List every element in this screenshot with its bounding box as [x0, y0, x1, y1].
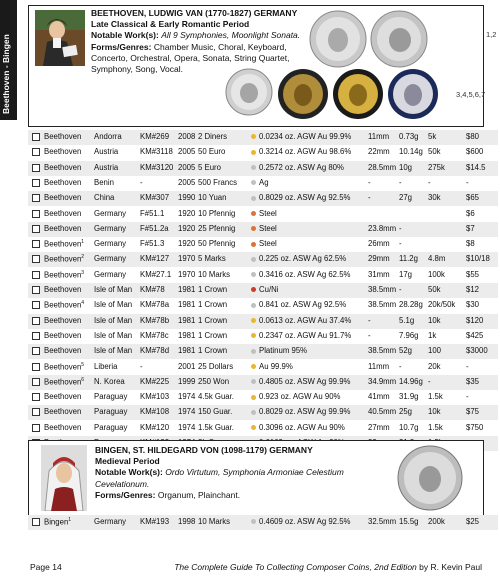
bingen-genres: Forms/Genres: Organum, Plainchant. [95, 489, 241, 500]
cell-denom: 2 Diners [198, 132, 228, 141]
cell-price: $425 [466, 330, 484, 340]
cell-denom: 1 Crown [198, 285, 228, 294]
cell-name: Beethoven [44, 223, 82, 233]
cell-metal: 0.4805 oz. ASW Ag 99.9% [251, 377, 350, 386]
cell-year: 1970 [178, 269, 196, 279]
cell-km: F#51.3 [140, 239, 165, 249]
table-row [28, 515, 498, 530]
cell-name: Beethoven [44, 177, 82, 187]
cell-country: Paraguay [94, 422, 128, 432]
cell-price: $14.5 [466, 162, 486, 172]
cell-km: KM#78 [140, 285, 165, 294]
metal-dot-icon [251, 303, 256, 308]
checkbox[interactable] [32, 286, 40, 294]
metal-dot-icon [251, 333, 256, 338]
table-row [28, 222, 498, 237]
cell-metal: 0.2572 oz. ASW Ag 80% [251, 163, 344, 172]
cell-denom: 1 Crown [198, 330, 228, 340]
cell-mint: 30k [428, 193, 441, 203]
cell-km: KM#27.1 [140, 269, 172, 279]
cell-metal: 0.841 oz. ASW Ag 92.5% [251, 300, 346, 309]
cell-price: $6 [466, 208, 475, 218]
cell-size: 22mm [368, 147, 390, 157]
cell-year: 1999 [178, 376, 196, 386]
coin-image-6 [387, 68, 439, 120]
checkbox[interactable] [32, 363, 40, 371]
cell-metal: 0.3416 oz. ASW Ag 62.5% [251, 270, 350, 279]
cell-price: $75 [466, 407, 480, 417]
cell-metal: Au 99.9% [251, 362, 293, 371]
side-tab-label: Beethoven - Bingen [1, 34, 11, 114]
cell-year: 1981 [178, 346, 196, 356]
table-row [28, 176, 498, 191]
cell-name: Beethoven$^4$ [44, 300, 85, 310]
cell-country: Isle of Man [94, 285, 133, 294]
cell-year: 2005 [178, 177, 196, 187]
cell-country: Isle of Man [94, 330, 133, 340]
cell-mint: 20k [428, 361, 441, 371]
cell-price: $55 [466, 269, 480, 279]
cell-price: $35 [466, 376, 480, 386]
table-row [28, 252, 498, 267]
cell-size: 29mm [368, 254, 390, 264]
footer-title: The Complete Guide To Collecting Composer Coins, 2nd Edition by R. Kevin Paul [174, 562, 482, 572]
table-row [28, 390, 498, 405]
checkbox[interactable] [32, 301, 40, 309]
bingen-works: Notable Work(s): Ordo Virtutum, Symphonia Armoniae Celestium Cevelationum. [95, 467, 344, 489]
checkbox[interactable] [32, 164, 40, 172]
cell-metal: 0.923 oz. AGW Au 90% [251, 392, 340, 401]
cell-km: KM#78a [140, 300, 170, 310]
bingen-coin-image [397, 445, 463, 511]
metal-dot-icon [251, 180, 256, 185]
metal-dot-icon [251, 211, 256, 216]
cell-metal: 0.8029 oz. ASW Ag 92.5% [251, 193, 350, 202]
cell-name: Beethoven [44, 162, 82, 172]
cell-year: 2001 [178, 361, 196, 371]
cell-country: Germany [94, 269, 127, 279]
bingen-portrait [41, 445, 87, 511]
cell-km: KM#269 [140, 132, 170, 141]
side-tab [0, 0, 17, 120]
cell-year: 1920 [178, 239, 196, 249]
cell-size: 41mm [368, 392, 390, 402]
beethoven-period: Late Classical & Early Romantic Period [91, 19, 250, 30]
cell-metal: 0.0613 oz. AGW Au 37.4% [251, 316, 351, 325]
beethoven-portrait [35, 10, 85, 66]
checkbox[interactable] [32, 225, 40, 233]
cell-name: Beethoven$^1$ [44, 239, 85, 249]
coin-image-3 [225, 68, 273, 116]
cell-size: 31mm [368, 269, 390, 279]
checkbox[interactable] [32, 148, 40, 156]
cell-country: Paraguay [94, 407, 128, 417]
cell-country: Benin [94, 177, 114, 187]
beethoven-card [28, 5, 484, 127]
cell-year: 1981 [178, 315, 196, 325]
cell-price: $25 [466, 517, 480, 526]
cell-denom: 1 Crown [198, 346, 228, 356]
metal-dot-icon [251, 242, 256, 247]
checkbox[interactable] [32, 332, 40, 340]
cell-size: 38.5mm [368, 300, 397, 310]
cell-name: Beethoven [44, 346, 82, 356]
checkbox[interactable] [32, 255, 40, 263]
cell-size: 23.8mm [368, 223, 397, 233]
cell-country: Isle of Man [94, 346, 133, 356]
cell-km: F#51.2a [140, 223, 169, 233]
table-row [28, 130, 498, 145]
cell-weight: - [399, 177, 402, 187]
cell-country: Germany [94, 517, 127, 526]
cell-size: 32.5mm [368, 517, 397, 526]
metal-dot-icon [251, 226, 256, 231]
cell-size: 28.5mm [368, 162, 397, 172]
checkbox[interactable] [32, 518, 40, 526]
cell-km: - [140, 361, 143, 371]
cell-mint: - [428, 376, 431, 386]
cell-km: F#51.1 [140, 208, 165, 218]
cell-country: Paraguay [94, 392, 128, 402]
table-row [28, 191, 498, 206]
checkbox[interactable] [32, 133, 40, 141]
cell-name: Beethoven [44, 315, 82, 325]
cell-km: KM#78c [140, 330, 169, 340]
cell-name: Beethoven$^2$ [44, 254, 85, 264]
cell-year: 1998 [178, 517, 196, 526]
cell-weight: 10g [399, 162, 413, 172]
table-row [28, 145, 498, 160]
cell-denom: 1 Crown [198, 300, 228, 310]
cell-price: - [466, 392, 469, 402]
checkbox[interactable] [32, 271, 40, 279]
cell-weight: 14.96g [399, 376, 423, 386]
cell-country: N. Korea [94, 376, 125, 386]
cell-weight: - [399, 223, 402, 233]
cell-weight: 7.96g [399, 330, 419, 340]
cell-km: KM#225 [140, 376, 170, 386]
cell-size: 26mm [368, 239, 390, 249]
table-row [28, 421, 498, 436]
cell-price: $12 [466, 285, 480, 294]
cell-name: Beethoven [44, 208, 82, 218]
cell-mint: 275k [428, 162, 445, 172]
cell-km: KM#78d [140, 346, 170, 356]
table-row [28, 298, 498, 313]
checkbox[interactable] [32, 347, 40, 355]
cell-denom: 25 Pfennig [198, 223, 236, 233]
cell-denom: 10 Marks [198, 269, 231, 279]
coin-image-5 [332, 68, 384, 120]
cell-name: Bingen$^1$ [44, 517, 72, 527]
checkbox[interactable] [32, 179, 40, 187]
cell-km: - [140, 177, 143, 187]
cell-name: Beethoven$^6$ [44, 376, 85, 387]
cell-weight: 0.73g [399, 132, 419, 141]
bingen-info [95, 445, 395, 501]
table-row [28, 360, 498, 375]
cell-weight: 15.5g [399, 517, 419, 526]
cell-name: Beethoven [44, 330, 82, 340]
metal-dot-icon [251, 134, 256, 139]
table-row [28, 283, 498, 298]
cell-denom: 50 Euro [198, 147, 226, 157]
cell-denom: 1.5k Guar. [198, 422, 234, 432]
checkbox[interactable] [32, 240, 40, 248]
metal-dot-icon [251, 257, 256, 262]
metal-dot-icon [251, 379, 256, 384]
metal-dot-icon [251, 410, 256, 415]
cell-weight: - [399, 285, 402, 294]
cell-price: $8 [466, 239, 475, 249]
table-row [28, 405, 498, 420]
cell-price: - [466, 177, 469, 187]
bingen-card [28, 440, 484, 517]
cell-country: Germany [94, 208, 127, 218]
table-row [28, 344, 498, 359]
cell-weight: 27g [399, 193, 413, 203]
checkbox[interactable] [32, 408, 40, 416]
cell-price: $30 [466, 300, 480, 310]
cell-size: - [368, 193, 371, 203]
cell-denom: 5 Euro [198, 162, 221, 172]
cell-year: 1990 [178, 193, 196, 203]
cell-mint: - [428, 177, 431, 187]
cell-country: Austria [94, 162, 119, 172]
cell-mint: 10k [428, 315, 441, 325]
cell-name: Beethoven [44, 392, 82, 402]
metal-dot-icon [251, 519, 256, 524]
table-row [28, 329, 498, 344]
cell-denom: 4.5k Guar. [198, 392, 234, 402]
cell-year: 1981 [178, 300, 196, 310]
cell-mint: 20k/50k [428, 300, 456, 310]
checkbox[interactable] [32, 194, 40, 202]
cell-weight: - [399, 239, 402, 249]
table-row [28, 375, 498, 390]
cell-country: Liberia [94, 361, 118, 371]
page-number: Page 14 [30, 562, 62, 572]
cell-name: Beethoven [44, 193, 82, 203]
cell-name: Beethoven$^5$ [44, 361, 85, 372]
metal-dot-icon [251, 425, 256, 430]
beethoven-info [91, 8, 301, 75]
cell-km: KM#307 [140, 193, 170, 203]
coin-group-label-bottom: 3,4,5,6,7 [456, 90, 486, 99]
cell-denom: 500 Francs [198, 177, 238, 187]
cell-metal: Cu/Ni [251, 285, 279, 294]
cell-weight: 10.7g [399, 422, 419, 432]
cell-year: 1970 [178, 254, 196, 264]
metal-dot-icon [251, 196, 256, 201]
bingen-period: Medieval Period [95, 456, 160, 467]
coin-group-label-top: 1,2 [486, 30, 497, 39]
cell-weight: 28.28g [399, 300, 423, 310]
cell-size: 34.9mm [368, 376, 397, 386]
cell-denom: 10 Yuan [198, 193, 227, 203]
cell-size: 27mm [368, 422, 390, 432]
table-row [28, 314, 498, 329]
cell-weight: 17g [399, 269, 413, 279]
cell-metal: 0.8029 oz. ASW Ag 99.9% [251, 407, 350, 416]
cell-denom: 50 Pfennig [198, 239, 236, 249]
cell-km: KM#127 [140, 254, 170, 264]
cell-denom: 10 Pfennig [198, 208, 236, 218]
cell-price: $600 [466, 147, 484, 157]
cell-size: 40.5mm [368, 407, 397, 417]
cell-km: KM#108 [140, 407, 170, 417]
cell-metal: 0.3214 oz. AGW Au 98.6% [251, 147, 351, 156]
cell-size: - [368, 315, 371, 325]
cell-mint: 10k [428, 407, 441, 417]
table-row [28, 268, 498, 283]
cell-size: - [368, 177, 371, 187]
cell-weight: 31.9g [399, 392, 419, 402]
cell-metal: 0.2347 oz. AGW Au 91.7% [251, 331, 351, 340]
cell-mint: 50k [428, 147, 441, 157]
table-row [28, 161, 498, 176]
cell-mint: 100k [428, 269, 445, 279]
cell-price: $7 [466, 223, 475, 233]
cell-price: $120 [466, 315, 484, 325]
cell-denom: 1 Crown [198, 315, 228, 325]
checkbox[interactable] [32, 317, 40, 325]
cell-name: Beethoven [44, 147, 82, 157]
checkbox[interactable] [32, 424, 40, 432]
cell-price: $3000 [466, 346, 488, 356]
cell-price: $750 [466, 422, 484, 432]
cell-country: China [94, 193, 115, 203]
cell-metal: 0.0234 oz. AGW Au 99.9% [251, 132, 351, 141]
cell-weight: 10.14g [399, 147, 423, 157]
beethoven-works: Notable Work(s): All 9 Symphonies, Moonlight Sonata. [91, 30, 301, 41]
metal-dot-icon [251, 349, 256, 354]
cell-km: KM#78b [140, 315, 170, 325]
cell-year: 1981 [178, 285, 196, 294]
cell-denom: 25 Dollars [198, 361, 234, 371]
checkbox[interactable] [32, 378, 40, 386]
metal-dot-icon [251, 364, 256, 369]
cell-metal: Steel [251, 224, 277, 233]
checkbox[interactable] [32, 210, 40, 218]
cell-metal: Platinum 95% [251, 346, 307, 355]
cell-year: 2005 [178, 162, 196, 172]
cell-name: Beethoven [44, 285, 82, 294]
cell-km: KM#103 [140, 392, 170, 402]
cell-year: 1974 [178, 422, 196, 432]
cell-metal: Steel [251, 209, 277, 218]
cell-year: 1981 [178, 330, 196, 340]
cell-price: $65 [466, 193, 480, 203]
cell-metal: Steel [251, 239, 277, 248]
cell-price: $10/18 [466, 254, 490, 264]
cell-year: 2008 [178, 132, 196, 141]
cell-mint: 1k [428, 330, 437, 340]
metal-dot-icon [251, 150, 256, 155]
cell-country: Germany [94, 254, 127, 264]
cell-denom: 10 Marks [198, 517, 231, 526]
cell-weight: - [399, 361, 402, 371]
cell-mint: 50k [428, 285, 441, 294]
cell-size: 11mm [368, 132, 390, 141]
cell-year: 2005 [178, 147, 196, 157]
cell-mint: 5k [428, 132, 437, 141]
metal-dot-icon [251, 318, 256, 323]
cell-name: Beethoven [44, 407, 82, 417]
cell-mint: 1.5k [428, 392, 443, 402]
cell-name: Beethoven [44, 132, 82, 141]
cell-weight: 52g [399, 346, 413, 356]
metal-dot-icon [251, 272, 256, 277]
cell-mint: 100 [428, 346, 442, 356]
cell-metal: Ag [251, 178, 269, 187]
cell-weight: 25g [399, 407, 413, 417]
cell-name: Beethoven [44, 422, 82, 432]
cell-price: - [466, 361, 469, 371]
cell-mint: 1.5k [428, 422, 443, 432]
cell-mint: 200k [428, 517, 445, 526]
coin-image-2 [370, 10, 428, 68]
table-row [28, 207, 498, 222]
cell-country: Andorra [94, 132, 122, 141]
cell-size: - [368, 330, 371, 340]
cell-country: Germany [94, 239, 127, 249]
cell-metal: 0.225 oz. ASW Ag 62.5% [251, 254, 346, 263]
cell-country: Austria [94, 147, 119, 157]
cell-country: Germany [94, 223, 127, 233]
cell-metal: 0.4609 oz. ASW Ag 92.5% [251, 517, 350, 526]
cell-year: 1974 [178, 392, 196, 402]
cell-metal: 0.3096 oz. AGW Au 90% [251, 423, 345, 432]
metal-dot-icon [251, 287, 256, 292]
cell-size: 38.5mm [368, 346, 397, 356]
cell-price: $80 [466, 132, 480, 141]
cell-weight: 5.1g [399, 315, 415, 325]
cell-weight: 11.2g [399, 254, 418, 264]
cell-year: 1974 [178, 407, 196, 417]
beethoven-genres: Forms/Genres: Chamber Music, Choral, Keyboard, Concerto, Orchestral, Opera, Sonata, String Quartet, Symphony, Song, Vocal. [91, 41, 290, 75]
cell-country: Isle of Man [94, 315, 133, 325]
cell-denom: 5 Marks [198, 254, 226, 264]
cell-denom: 250 Won [198, 376, 230, 386]
bingen-name: BINGEN, ST. HILDEGARD VON (1098-1179) GERMANY [95, 445, 313, 455]
cell-size: 11mm [368, 361, 390, 371]
cell-km: KM#3118 [140, 147, 173, 157]
cell-year: 1920 [178, 208, 196, 218]
coin-image-1 [309, 10, 367, 68]
cell-size: 38.5mm [368, 285, 397, 294]
metal-dot-icon [251, 165, 256, 170]
cell-km: KM#193 [140, 517, 170, 526]
cell-denom: 150 Guar. [198, 407, 233, 417]
coin-image-4 [277, 68, 329, 120]
checkbox[interactable] [32, 393, 40, 401]
cell-km: KM#120 [140, 422, 170, 432]
cell-km: KM#3120 [140, 162, 174, 172]
metal-dot-icon [251, 395, 256, 400]
cell-name: Beethoven$^3$ [44, 269, 85, 280]
beethoven-name: BEETHOVEN, LUDWIG VAN (1770-1827) GERMANY [91, 8, 298, 18]
cell-year: 1920 [178, 223, 196, 233]
cell-mint: 4.8m [428, 254, 446, 264]
cell-country: Isle of Man [94, 300, 133, 310]
table-row [28, 237, 498, 252]
